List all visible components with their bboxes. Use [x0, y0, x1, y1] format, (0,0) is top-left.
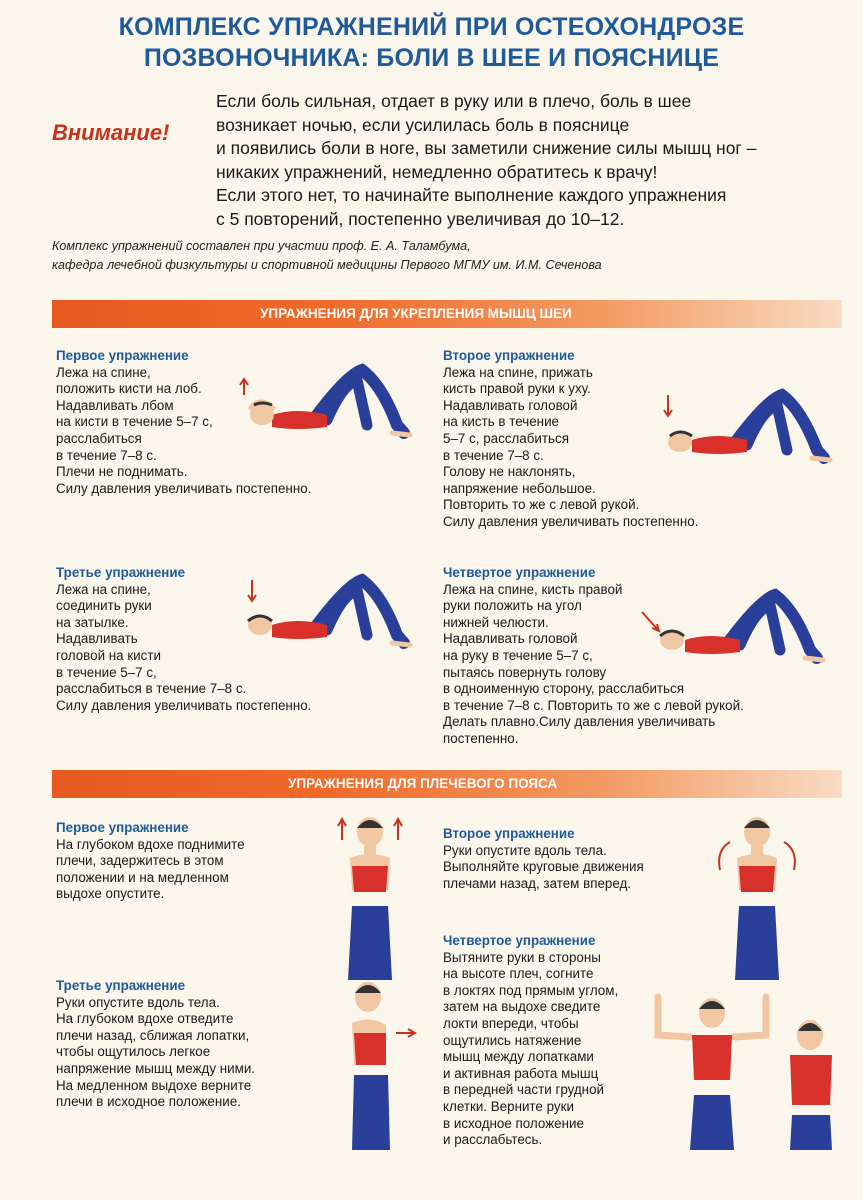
warning-line: Если этого нет, то начинайте выполнение каждого упражнения [216, 185, 727, 205]
credit [52, 237, 812, 275]
exercise-title: Четвертое упражнение [443, 565, 596, 580]
exercise-title: Третье упражнение [56, 565, 186, 580]
exercise-line: расслабиться [56, 430, 142, 446]
exercise-line: мышц между лопатками [443, 1049, 594, 1065]
exercise-line: напряжение мышц между ними. [56, 1060, 256, 1076]
exercise-title: Третье упражнение [56, 978, 186, 993]
exercise-line: На глубоком вдохе поднимите [56, 836, 245, 852]
exercise-title: Второе упражнение [443, 348, 575, 363]
exercise-line: в исходное положение [443, 1115, 584, 1131]
exercise-line: расслабиться в течение 7–8 с. [56, 681, 247, 697]
exercise-line: Вытяните руки в стороны [443, 949, 601, 965]
exercise-line: в течение 7–8 с. Повторить то же с левой рукой. [443, 697, 744, 713]
warning-line: Если боль сильная, отдает в руку или в плечо, боль в шее [216, 91, 692, 111]
exercise-line: на высоте плеч, согните [443, 966, 594, 982]
warning-text [216, 90, 836, 231]
exercise-title: Первое упражнение [56, 820, 189, 835]
exercise-line: в передней части грудной [443, 1082, 605, 1098]
exercise-line: ощутились натяжение [443, 1032, 582, 1048]
exercise-line: выдохе опустите. [56, 886, 165, 902]
credit-line: кафедра лечебной физкультуры и спортивной медицины Первого МГМУ им. И.М. Сеченова [52, 258, 602, 272]
lying-figure-illustration [652, 390, 832, 475]
exercise-line: соединить руки [56, 598, 152, 614]
exercise-line: Надавливать [56, 631, 138, 647]
exercise-line: Выполняйте круговые движения [443, 859, 644, 875]
exercise-line: в локтях под прямым углом, [443, 982, 619, 998]
exercise-line: Надавливать головой [443, 397, 578, 413]
exercise-line: постепенно. [443, 730, 519, 746]
page-title-line1: КОМПЛЕКС УПРАЖНЕНИЙ ПРИ ОСТЕОХОНДРОЗЕ [118, 13, 745, 41]
exercise-line: Лежа на спине, [56, 364, 151, 380]
exercise-line: напряжение небольшое. [443, 480, 596, 496]
exercise-line: чтобы ощутилось легкое [56, 1044, 211, 1060]
exercise-line: На медленном выдохе верните [56, 1077, 252, 1093]
exercise-line: Лежа на спине, прижать [443, 364, 593, 380]
exercise-line: кисть правой руки к уху. [443, 381, 591, 397]
exercise-line: положении и на медленном [56, 869, 229, 885]
exercise-line: Силу давления увеличивать постепенно. [443, 513, 699, 529]
exercise-line: на руку в течение 5–7 с, [443, 647, 593, 663]
section-header-shoulder [52, 770, 842, 798]
shoulder-exercise-1 [56, 820, 316, 903]
section-header-shoulder-label: УПРАЖНЕНИЯ ДЛЯ ПЛЕЧЕВОГО ПОЯСА [288, 776, 558, 791]
lying-figure-illustration [232, 575, 412, 660]
exercise-line: положить кисти на лоб. [56, 381, 202, 397]
exercise-line: головой на кисти [56, 647, 161, 663]
standing-figure-illustration [330, 975, 420, 1150]
lying-figure-illustration [232, 365, 412, 450]
exercise-line: плечи, задержитесь в этом [56, 853, 224, 869]
exercise-line: Надавливать лбом [56, 397, 174, 413]
exercise-line: клетки. Верните руки [443, 1098, 574, 1114]
exercise-line: На глубоком вдохе отведите [56, 1011, 234, 1027]
warning-line: никаких упражнений, немедленно обратитесь к врачу! [216, 161, 658, 182]
exercise-line: на кисти в течение 5–7 с, [56, 414, 213, 430]
exercise-line: затем на выдохе сведите [443, 999, 601, 1015]
lying-figure-illustration [640, 590, 825, 675]
exercise-line: плечи назад, сближая лопатки, [56, 1027, 250, 1043]
exercise-line: локти впереди, чтобы [443, 1015, 579, 1031]
exercise-line: руки положить на угол [443, 598, 582, 614]
exercise-line: Руки опустите вдоль тела. [56, 994, 220, 1010]
exercise-line: в течение 7–8 с. [56, 447, 157, 463]
section-header-neck [52, 300, 842, 328]
standing-figure-illustration [712, 810, 802, 980]
exercise-line: Силу давления увеличивать постепенно. [56, 697, 312, 713]
shoulder-exercise-2 [443, 826, 713, 892]
exercise-line: Силу давления увеличивать постепенно. [56, 480, 312, 496]
warning-label: Внимание! [52, 120, 170, 145]
exercise-line: пытаясь повернуть голову [443, 664, 607, 680]
standing-figure-illustration [330, 810, 410, 980]
exercise-line: Руки опустите вдоль тела. [443, 842, 607, 858]
exercise-line: Голову не наклонять, [443, 464, 576, 480]
shoulder-exercise-4 [443, 933, 653, 1149]
credit-line: Комплекс упражнений составлен при участии проф. Е. А. Таламбума, [52, 239, 471, 253]
exercise-title: Первое упражнение [56, 348, 189, 363]
exercise-line: плечи в исходное положение. [56, 1094, 241, 1110]
exercise-title: Второе упражнение [443, 826, 575, 841]
exercise-line: Лежа на спине, [56, 581, 151, 597]
exercise-line: на затылке. [56, 614, 129, 630]
shoulder-exercise-3 [56, 978, 316, 1111]
warning-line: с 5 повторений, постепенно увеличивая до 10–12. [216, 208, 625, 229]
exercise-line: Лежа на спине, кисть правой [443, 581, 623, 597]
exercise-line: на кисть в течение [443, 414, 559, 430]
exercise-line: и расслабьтесь. [443, 1132, 543, 1148]
warning-line: и появились боли в ноге, вы заметили снижение силы мышц ног – [216, 138, 757, 158]
exercise-line: плечами назад, затем вперед. [443, 875, 632, 891]
standing-figure-illustration [650, 985, 850, 1150]
exercise-line: 5–7 с, расслабиться [443, 430, 569, 446]
exercise-line: в одноименную сторону, расслабиться [443, 681, 684, 697]
exercise-line: в течение 5–7 с, [56, 664, 157, 680]
section-header-neck-label: УПРАЖНЕНИЯ ДЛЯ УКРЕПЛЕНИЯ МЫШЦ ШЕИ [260, 306, 572, 321]
exercise-line: Делать плавно.Силу давления увеличивать [443, 714, 716, 730]
exercise-line: в течение 7–8 с. [443, 447, 544, 463]
exercise-line: Повторить то же с левой рукой. [443, 497, 640, 513]
warning-line: возникает ночью, если усилилась боль в пояснице [216, 114, 630, 135]
exercise-line: Надавливать головой [443, 631, 578, 647]
exercise-line: нижней челюсти. [443, 614, 549, 630]
exercise-line: Плечи не поднимать. [56, 464, 188, 480]
exercise-line: и активная работа мышц [443, 1065, 599, 1081]
exercise-title: Четвертое упражнение [443, 933, 596, 948]
page-title-line2: ПОЗВОНОЧНИКА: БОЛИ В ШЕЕ И ПОЯСНИЦЕ [143, 44, 720, 72]
